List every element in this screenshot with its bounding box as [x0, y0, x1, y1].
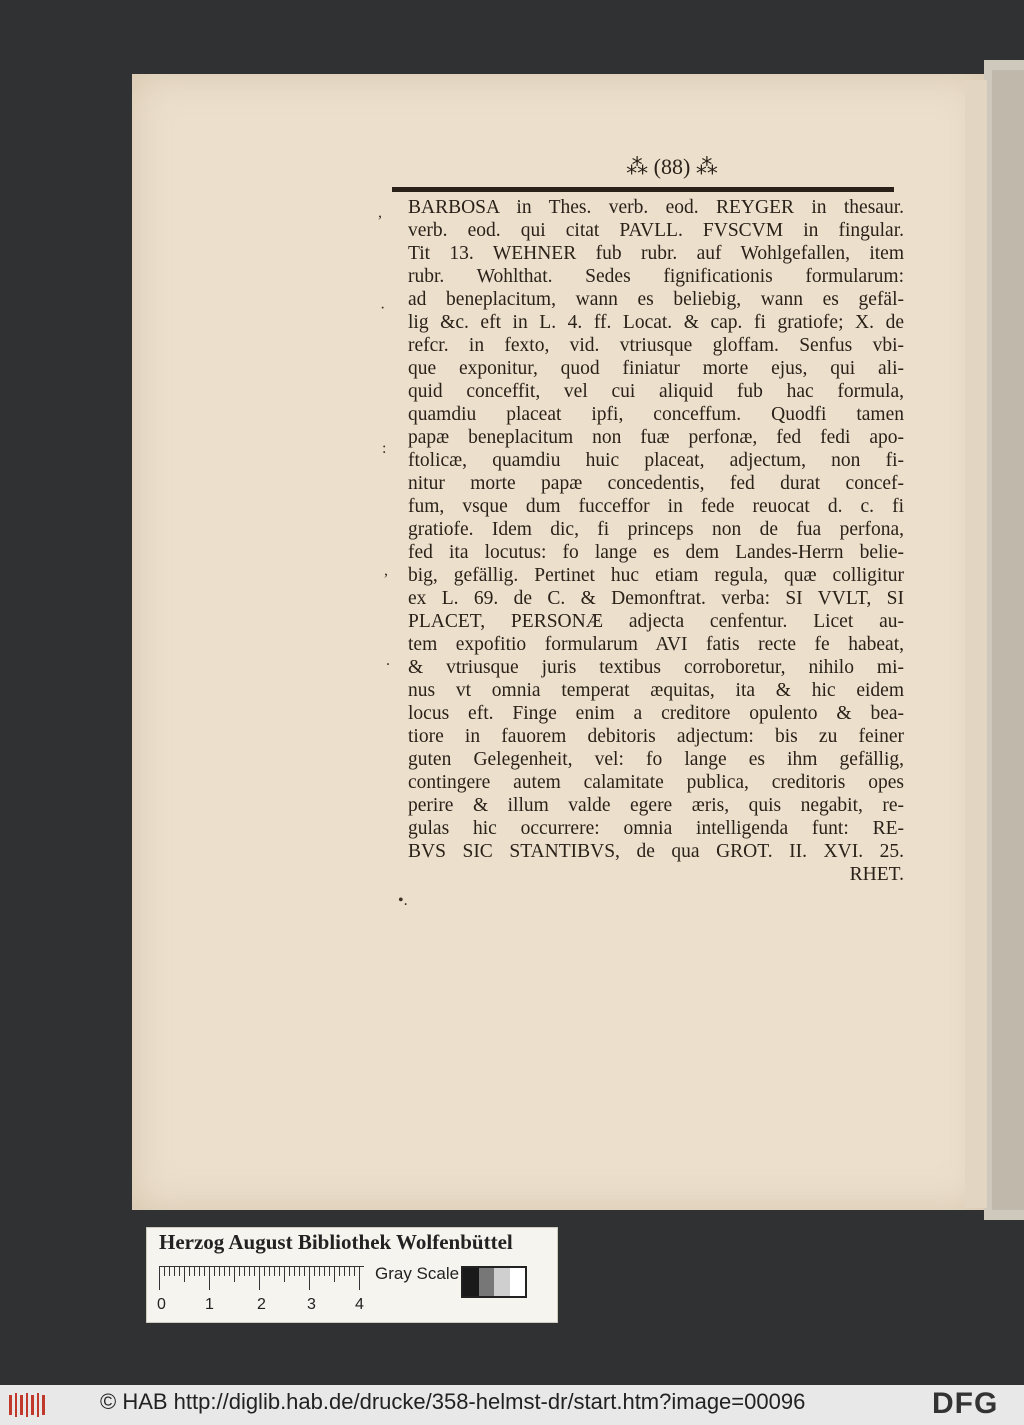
text-line: nus vt omnia temperat æquitas, ita & hic eidem [408, 680, 904, 701]
margin-mark: , [384, 562, 388, 579]
ruler-tick [259, 1266, 260, 1290]
header-ornament-left: ⁂ [626, 154, 654, 179]
library-label-card [146, 1227, 558, 1323]
barcode-logo-icon [8, 1391, 48, 1419]
ruler-tick [354, 1266, 355, 1276]
text-line: rubr. Wohlthat. Sedes fignificationis formularum: [408, 266, 904, 287]
ruler-tick [349, 1266, 350, 1276]
adjacent-page-edge [992, 70, 1024, 1210]
measurement-ruler [159, 1266, 367, 1296]
text-line: big, gefällig. Pertinet huc etiam regula, quæ colligitur [408, 565, 904, 586]
footer-bar [0, 1385, 1024, 1425]
text-line: papæ beneplacitum non fuæ perfonæ, fed fedi apo- [408, 427, 904, 448]
page-number: (88) [653, 154, 691, 179]
ruler-tick [314, 1266, 315, 1276]
gray-scale-label: Gray Scale [375, 1264, 460, 1283]
text-line: contingere autem calamitate publica, creditoris opes [408, 772, 904, 793]
ruler-tick [299, 1266, 300, 1276]
margin-mark: •. [398, 892, 408, 909]
ruler-tick [284, 1266, 285, 1282]
ruler-tick [289, 1266, 290, 1276]
ruler-tick [204, 1266, 205, 1276]
ruler-tick [324, 1266, 325, 1276]
text-line: gulas hic occurrere: omnia intelligenda funt: RE- [408, 818, 904, 839]
gray-scale-swatch [461, 1266, 527, 1298]
ruler-tick [339, 1266, 340, 1276]
text-line: que exponitur, quod finiatur morte ejus, qui ali- [408, 358, 904, 379]
text-line: guten Gelegenheit, vel: fo lange es ihm gefällig, [408, 749, 904, 770]
text-line: quid conceffit, vel cui aliquid fub hac formula, [408, 381, 904, 402]
ruler-tick [269, 1266, 270, 1276]
ruler-number: 1 [205, 1296, 214, 1313]
text-line: PLACET, PERSONÆ adjecta cenfentur. Licet au- [408, 611, 904, 632]
ruler-tick [274, 1266, 275, 1276]
text-line: ad beneplacitum, wann es beliebig, wann es gefäl- [408, 289, 904, 310]
page-number-header [572, 154, 772, 184]
text-line: tiore in fauorem debitoris adjectum: bis zu feiner [408, 726, 904, 747]
ruler-tick [234, 1266, 235, 1282]
library-name: Herzog August Bibliothek Wolfenbüttel [159, 1230, 513, 1254]
header-rule [392, 187, 894, 192]
ruler-tick [254, 1266, 255, 1276]
gray-patch [463, 1268, 479, 1296]
ruler-tick [249, 1266, 250, 1276]
ruler-tick [179, 1266, 180, 1276]
ruler-number: 4 [355, 1296, 364, 1313]
text-line: ftolicæ, quamdiu huic placeat, adjectum, non fi- [408, 450, 904, 471]
text-line: quamdiu placeat ipfi, conceffum. Quodfi tamen [408, 404, 904, 425]
ruler-tick [174, 1266, 175, 1276]
gray-patch [510, 1268, 526, 1296]
text-line: BVS SIC STANTIBVS, de qua GROT. II. XVI. 25. [408, 841, 904, 862]
ruler-tick [224, 1266, 225, 1276]
page-gutter-shadow [965, 80, 987, 1208]
text-line: fum, vsque dum fucceffor in fede reuocat d. c. fi [408, 496, 904, 517]
text-line: & vtriusque juris textibus corroboretur, nihilo mi- [408, 657, 904, 678]
margin-mark: · [380, 300, 386, 317]
text-line: fed ita locutus: fo lange es dem Landes-Herrn belie- [408, 542, 904, 563]
header-ornament-right: ⁂ [690, 154, 718, 179]
text-line: Tit 13. WEHNER fub rubr. auf Wohlgefallen, item [408, 243, 904, 264]
margin-mark: : [382, 440, 387, 457]
ruler-tick [209, 1266, 210, 1290]
ruler-number: 0 [157, 1296, 166, 1313]
ruler-tick [184, 1266, 185, 1282]
ruler-tick [319, 1266, 320, 1276]
ruler-tick [359, 1266, 360, 1290]
text-line: BARBOSA in Thes. verb. eod. REYGER in thesaur. [408, 197, 904, 218]
margin-mark: , [378, 204, 382, 221]
text-line: locus eft. Finge enim a creditore opulento & bea- [408, 703, 904, 724]
dfg-logo: DFG [932, 1387, 999, 1420]
catchword: RHET. [849, 864, 904, 885]
text-line: tem expofitio formularum AVI fatis recte fe habeat, [408, 634, 904, 655]
ruler-tick [214, 1266, 215, 1276]
gray-patch [494, 1268, 510, 1296]
text-line: lig &c. eft in L. 4. ff. Locat. & cap. fi gratiofe; X. de [408, 312, 904, 333]
ruler-tick [159, 1266, 160, 1290]
text-line: gratiofe. Idem dic, fi princeps non de fua perfona, [408, 519, 904, 540]
margin-mark: . [386, 652, 390, 669]
ruler-tick [164, 1266, 165, 1276]
text-line: refcr. in fexto, vid. vtriusque gloffam. Senfus vbi- [408, 335, 904, 356]
ruler-tick [239, 1266, 240, 1276]
ruler-tick [219, 1266, 220, 1276]
text-line: nitur morte papæ concedentis, fed durat concef- [408, 473, 904, 494]
gray-patch [479, 1268, 495, 1296]
ruler-tick [244, 1266, 245, 1276]
body-text [408, 196, 904, 886]
ruler-tick [304, 1266, 305, 1276]
ruler-tick [199, 1266, 200, 1276]
text-line: perire & illum valde egere æris, quis negabit, re- [408, 795, 904, 816]
ruler-tick [309, 1266, 310, 1290]
ruler-tick [264, 1266, 265, 1276]
footer-link[interactable]: © HAB http://diglib.hab.de/drucke/358-helmst-dr/start.htm?image=00096 [100, 1389, 806, 1414]
ruler-tick [294, 1266, 295, 1276]
ruler-number: 2 [257, 1296, 266, 1313]
ruler-tick [329, 1266, 330, 1276]
ruler-tick [229, 1266, 230, 1276]
ruler-tick [169, 1266, 170, 1276]
ruler-tick [344, 1266, 345, 1276]
ruler-number: 3 [307, 1296, 316, 1313]
ruler-numbers [157, 1296, 387, 1316]
text-line: ex L. 69. de C. & Demonftrat. verba: SI VVLT, SI [408, 588, 904, 609]
ruler-tick [279, 1266, 280, 1276]
ruler-tick [189, 1266, 190, 1276]
ruler-tick [194, 1266, 195, 1276]
text-line: verb. eod. qui citat PAVLL. FVSCVM in fingular. [408, 220, 904, 241]
ruler-tick [334, 1266, 335, 1282]
